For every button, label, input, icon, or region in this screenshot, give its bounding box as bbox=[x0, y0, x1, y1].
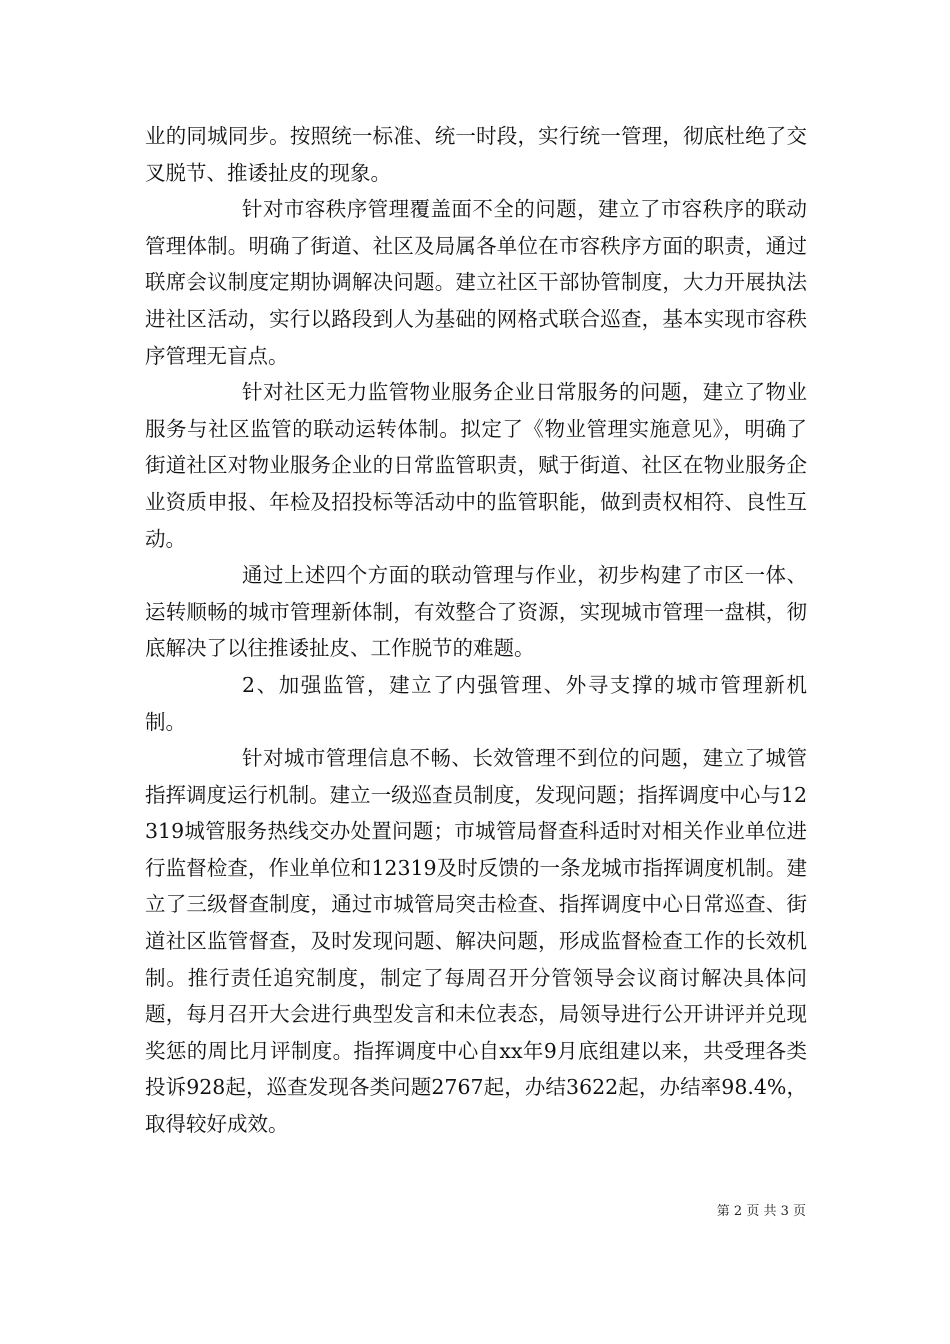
section-heading-supervision: 2、加强监管，建立了内强管理、外寻支撑的城市管理新机制。 bbox=[145, 672, 807, 734]
page-number-footer: 第 2 页 共 3 页 bbox=[716, 1204, 806, 1219]
paragraph-summary: 通过上述四个方面的联动管理与作业，初步构建了市区一体、运转顺畅的城市管理新体制，有效整合了资源，实现城市管理一盘棋，彻底解决了以往推诿扯皮、工作脱节的难题。 bbox=[145, 563, 807, 661]
paragraph-city-order: 针对市容秩序管理覆盖面不全的问题，建立了市容秩序的联动管理体制。明确了街道、社区及局属各单位在市容秩序方面的职责，通过联席会议制度定期协调解决问题。建立社区干部协管制度，大力开展执法进社区活动，实行以路段到人为基础的网格式联合巡查，基本实现市容秩序管理无盲点。 bbox=[145, 197, 807, 368]
document-body bbox=[145, 118, 807, 1143]
paragraph-continuation: 业的同城同步。按照统一标准、统一时段，实行统一管理，彻底杜绝了交叉脱节、推诿扯皮的现象。 bbox=[145, 124, 807, 185]
paragraph-command-dispatch: 针对城市管理信息不畅、长效管理不到位的问题，建立了城管指挥调度运行机制。建立一级巡查员制度，发现问题；指挥调度中心与12319城管服务热线交办处置问题；市城管局督查科适时对相关作业单位进行监督检查，作业单位和12319及时反馈的一条龙城市指挥调度机制。建立了三级督查制度，通过市城管局突击检查、指挥调度中心日常巡查、街道社区监管督查，及时发现问题、解决问题，形成监督检查工作的长效机制。推行责任追究制度，制定了每周召开分管领导会议商讨解决具体问题，每月召开大会进行典型发言和未位表态，局领导进行公开讲评并兑现奖惩的周比月评制度。指挥调度中心自xx年9月底组建以来，共受理各类投诉928起，巡查发现各类问题2767起，办结3622起，办结率98.4%，取得较好成效。 bbox=[145, 746, 807, 1137]
paragraph-property-services: 针对社区无力监管物业服务企业日常服务的问题，建立了物业服务与社区监管的联动运转体制。拟定了《物业管理实施意见》，明确了街道社区对物业服务企业的日常监管职责，赋于街道、社区在物业服务企业资质申报、年检及招投标等活动中的监管职能，做到责权相符、良性互动。 bbox=[145, 380, 807, 551]
